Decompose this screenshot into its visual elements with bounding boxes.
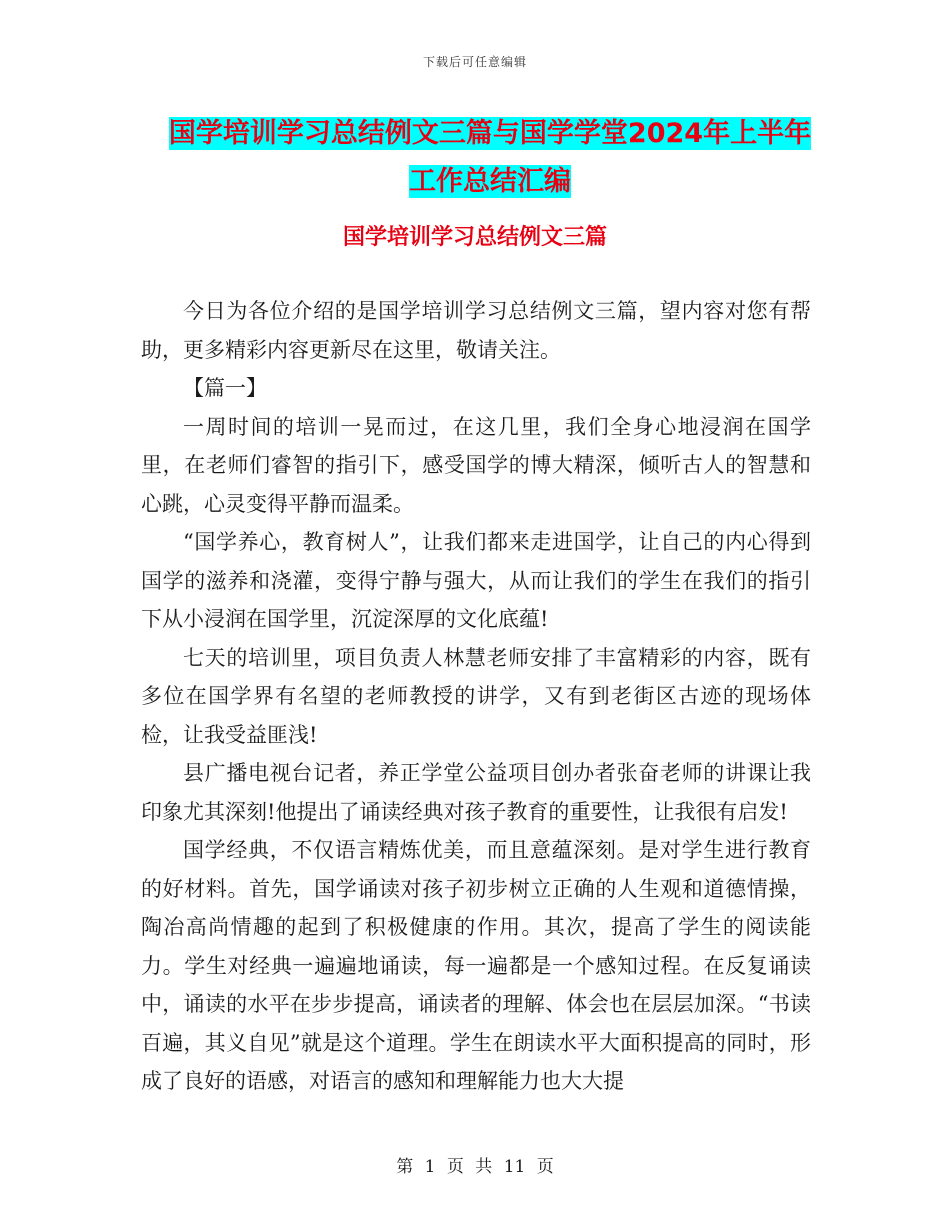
paragraph: 国学经典，不仅语言精炼优美，而且意蕴深刻。是对学生进行教育的好材料。首先，国学诵读对孩子初步树立正确的人生观和道德情操，陶冶高尚情趣的起到了积极健康的作用。其次，提高了学生的阅读能力。学生对经典一遍遍地诵读，每一遍都是一个感知过程。在反复诵读中，诵读的水平在步步提高，诵读者的理解、体会也在层层加深。“书读百遍，其义自见”就是这个道理。学生在朗读水平大面积提高的同时，形成了良好的语感，对语言的感知和理解能力也大大提 <box>141 838 811 1093</box>
paragraph: 一周时间的培训一晃而过，在这几里，我们全身心地浸润在国学里，在老师们睿智的指引下，感受国学的博大精深，倾听古人的智慧和心跳，心灵变得平静而温柔。 <box>141 414 811 516</box>
section-heading: 国学培训学习总结例文三篇 <box>342 225 607 250</box>
page-header-note: 下载后可任意编辑 <box>422 55 527 69</box>
document-title <box>140 110 840 206</box>
document-title-line-2: 工作总结汇编 <box>409 166 571 197</box>
document-body <box>141 292 811 1101</box>
paragraph: “国学养心，教育树人”，让我们都来走进国学，让自己的内心得到国学的滋养和浇灌，变得宁静与强大，从而让我们的学生在我们的指引下从小浸润在国学里，沉淀深厚的文化底蕴! <box>141 530 811 631</box>
document-title-line-1: 国学培训学习总结例文三篇与国学学堂2024年上半年 <box>168 118 812 149</box>
paragraph: 七天的培训里，项目负责人林慧老师安排了丰富精彩的内容，既有多位在国学界有名望的老师教授的讲学，又有到老街区古迹的现场体检，让我受益匪浅! <box>141 645 811 747</box>
page-number-footer: 第 1 页 共 11 页 <box>396 1157 554 1177</box>
paragraph-intro: 今日为各位介绍的是国学培训学习总结例文三篇，望内容对您有帮助，更多精彩内容更新尽在这里，敬请关注。 <box>141 299 811 362</box>
paragraph-part-label: 【篇一】 <box>183 376 267 400</box>
paragraph: 县广播电视台记者，养正学堂公益项目创办者张奋老师的讲课让我印象尤其深刻!他提出了诵读经典对孩子教育的重要性，让我很有启发! <box>141 761 811 824</box>
